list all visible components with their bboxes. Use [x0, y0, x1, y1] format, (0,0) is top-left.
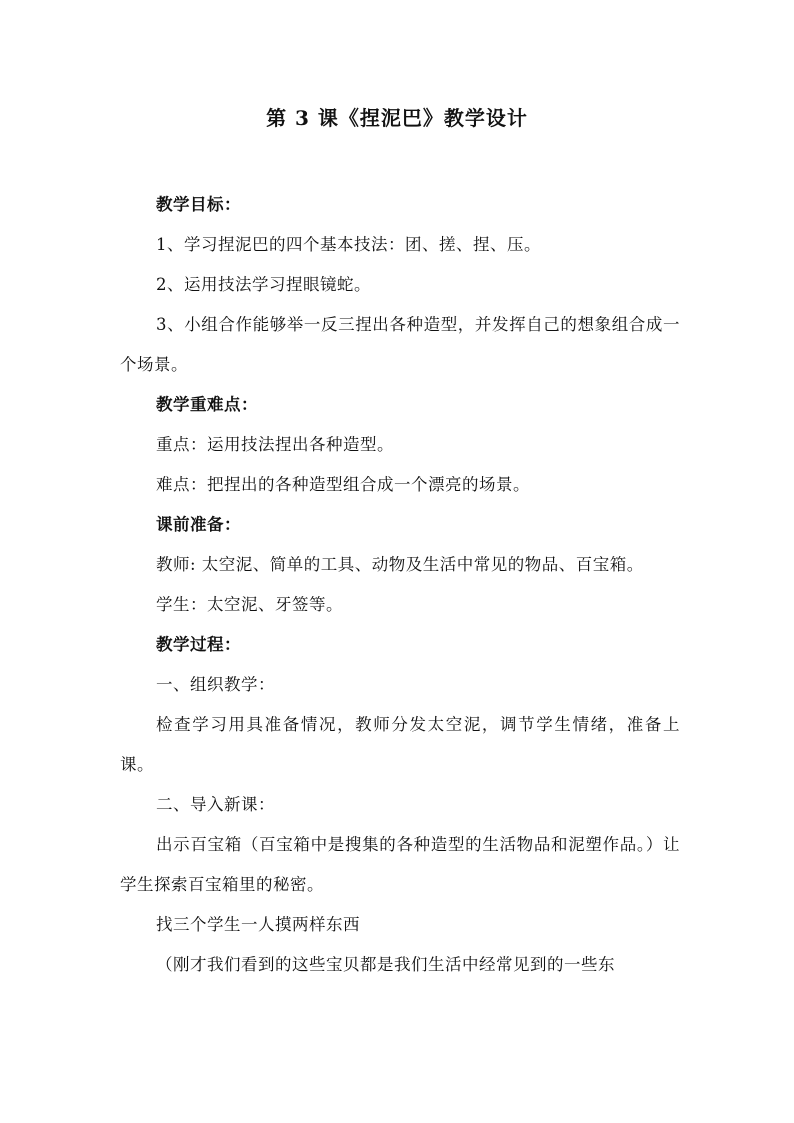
section-heading-preparation: 课前准备： — [156, 515, 241, 534]
key-point: 重点：运用技法捏出各种造型。 — [156, 435, 394, 454]
document-body — [120, 185, 680, 985]
process-step-2-note: （刚才我们看到的这些宝贝都是我们生活中经常见到的一些东 — [156, 955, 615, 974]
process-step-2-activity: 找三个学生一人摸两样东西 — [156, 915, 360, 934]
process-step-2-detail: 出示百宝箱（百宝箱中是搜集的各种造型的生活物品和泥塑作品。）让学生探索百宝箱里的秘密。 — [120, 835, 680, 894]
process-step-2-heading: 二、导入新课： — [156, 795, 275, 814]
objective-3: 3、小组合作能够举一反三捏出各种造型，并发挥自己的想象组合成一个场景。 — [120, 315, 680, 374]
process-step-1-heading: 一、组织教学： — [156, 675, 275, 694]
section-heading-objectives: 教学目标： — [156, 195, 241, 214]
difficult-point: 难点：把捏出的各种造型组合成一个漂亮的场景。 — [156, 475, 530, 494]
section-heading-process: 教学过程： — [156, 635, 241, 654]
student-preparation: 学生：太空泥、牙签等。 — [156, 595, 343, 614]
objective-1: 1、学习捏泥巴的四个基本技法：团、搓、捏、压。 — [156, 235, 541, 254]
teacher-preparation: 教师: 太空泥、简单的工具、动物及生活中常见的物品、百宝箱。 — [156, 555, 644, 574]
document-title: 第 3 课《捏泥巴》教学设计 — [266, 106, 528, 130]
process-step-1-detail: 检查学习用具准备情况，教师分发太空泥，调节学生情绪，准备上课。 — [120, 715, 680, 774]
objective-2: 2、运用技法学习捏眼镜蛇。 — [156, 275, 371, 294]
section-heading-key-points: 教学重难点： — [156, 395, 258, 414]
